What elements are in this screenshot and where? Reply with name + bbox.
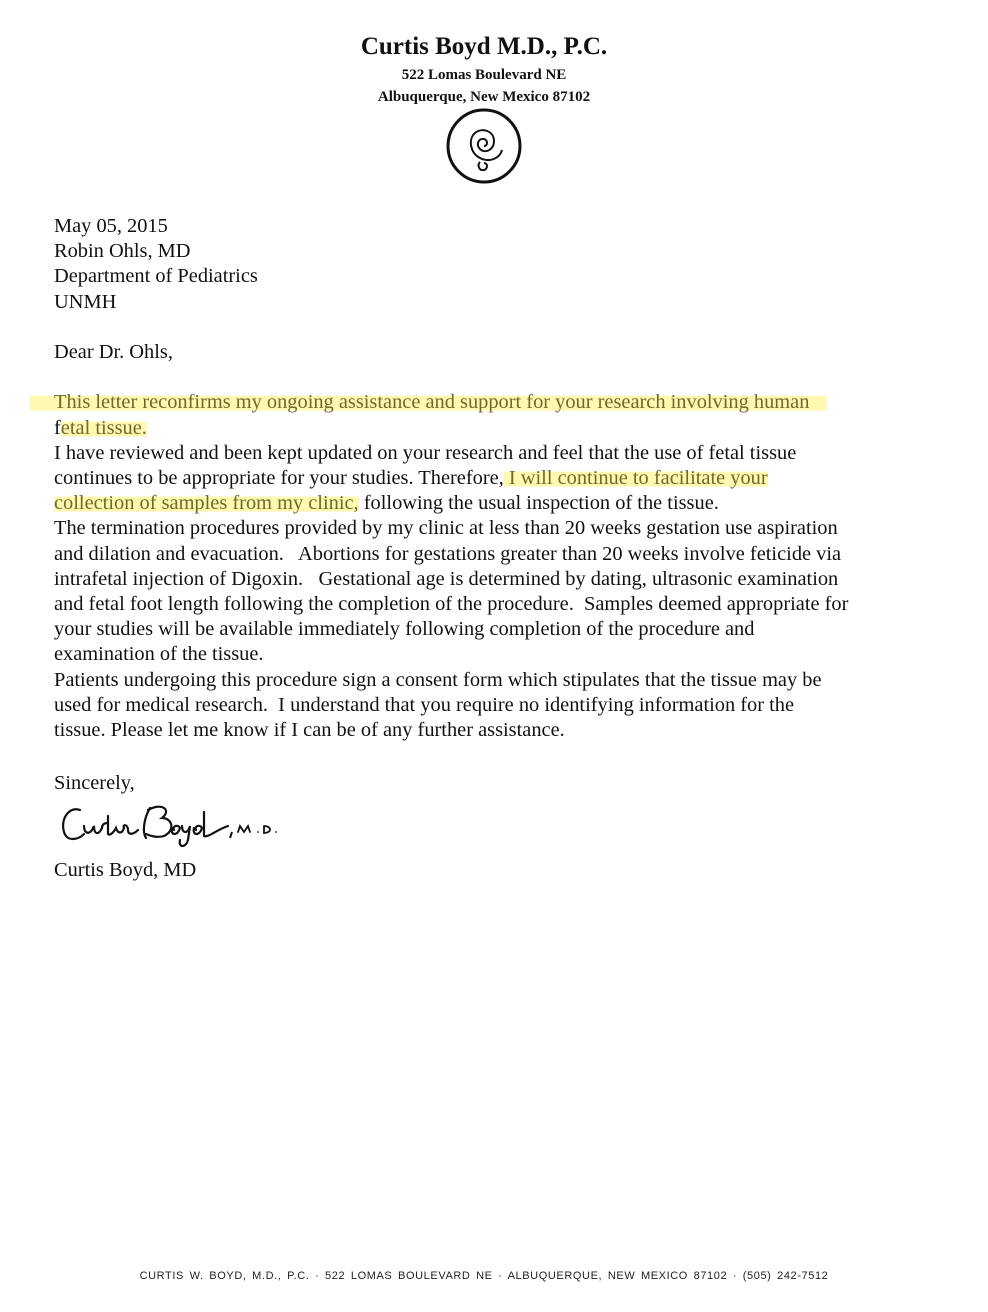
letterhead [0, 30, 968, 108]
highlighted-text: collection of samples from my clinic, [54, 492, 359, 515]
handwritten-signature [58, 796, 294, 856]
paragraph-3-line-4: and fetal foot length following the completion of the procedure. Samples deemed appropriate for [54, 593, 849, 616]
plain-text: following the usual inspection of the tissue. [358, 492, 719, 515]
paragraph-3-line-6: examination of the tissue. [54, 643, 264, 666]
footer-address: CURTIS W. BOYD, M.D., P.C. · 522 LOMAS BOULEVARD NE · ALBUQUERQUE, NEW MEXICO 87102 · (505) 242-7512 [139, 1270, 829, 1282]
address-line-2: Albuquerque, New Mexico 87102 [377, 89, 591, 105]
paragraph-3-line-5: your studies will be available immediately following completion of the procedure and [54, 618, 755, 641]
address-line-1: 522 Lomas Boulevard NE [401, 67, 567, 83]
recipient-organization: UNMH [54, 290, 117, 313]
paragraph-4-line-1: Patients undergoing this procedure sign a consent form which stipulates that the tissue may be [54, 668, 822, 691]
recipient-name: Robin Ohls, MD [54, 240, 191, 263]
letter-body [54, 214, 934, 743]
spiral-logo-icon [444, 108, 524, 184]
highlighted-text: etal tissue. [60, 416, 147, 439]
paragraph-1-line-2 [54, 416, 934, 441]
paragraph-2-line-3 [54, 491, 934, 516]
paragraph-4-line-2: used for medical research. I understand that you require no identifying information for the [54, 693, 795, 716]
paragraph-1-line-1 [54, 390, 934, 415]
paragraph-4-line-3: tissue. Please let me know if I can be of any further assistance. [54, 719, 565, 742]
paragraph-2-line-1: I have reviewed and been kept updated on your research and feel that the use of fetal tissue [54, 441, 797, 464]
paragraph-2-line-2 [54, 466, 934, 491]
paragraph-3-line-2: and dilation and evacuation. Abortions for gestations greater than 20 weeks involve feticide via [54, 542, 842, 565]
highlighted-text: This letter reconfirms my ongoing assistance and support for your research involving human [30, 391, 827, 413]
practice-name: Curtis Boyd M.D., P.C. [360, 33, 608, 60]
salutation: Dear Dr. Ohls, [54, 341, 173, 363]
paragraph-3-line-1: The termination procedures provided by my clinic at less than 20 weeks gestation use aspiration [54, 517, 838, 540]
letter-date: May 05, 2015 [54, 215, 168, 237]
paragraph-3-line-3: intrafetal injection of Digoxin. Gestational age is determined by dating, ultrasonic examination [54, 567, 839, 590]
recipient-department: Department of Pediatrics [54, 265, 258, 288]
highlighted-text: I will continue to facilitate your [503, 467, 768, 489]
signer-name: Curtis Boyd, MD [54, 859, 197, 881]
closing: Sincerely, [54, 772, 135, 794]
plain-text: f [54, 416, 61, 439]
plain-text: continues to be appropriate for your studies. Therefore, [54, 467, 504, 489]
